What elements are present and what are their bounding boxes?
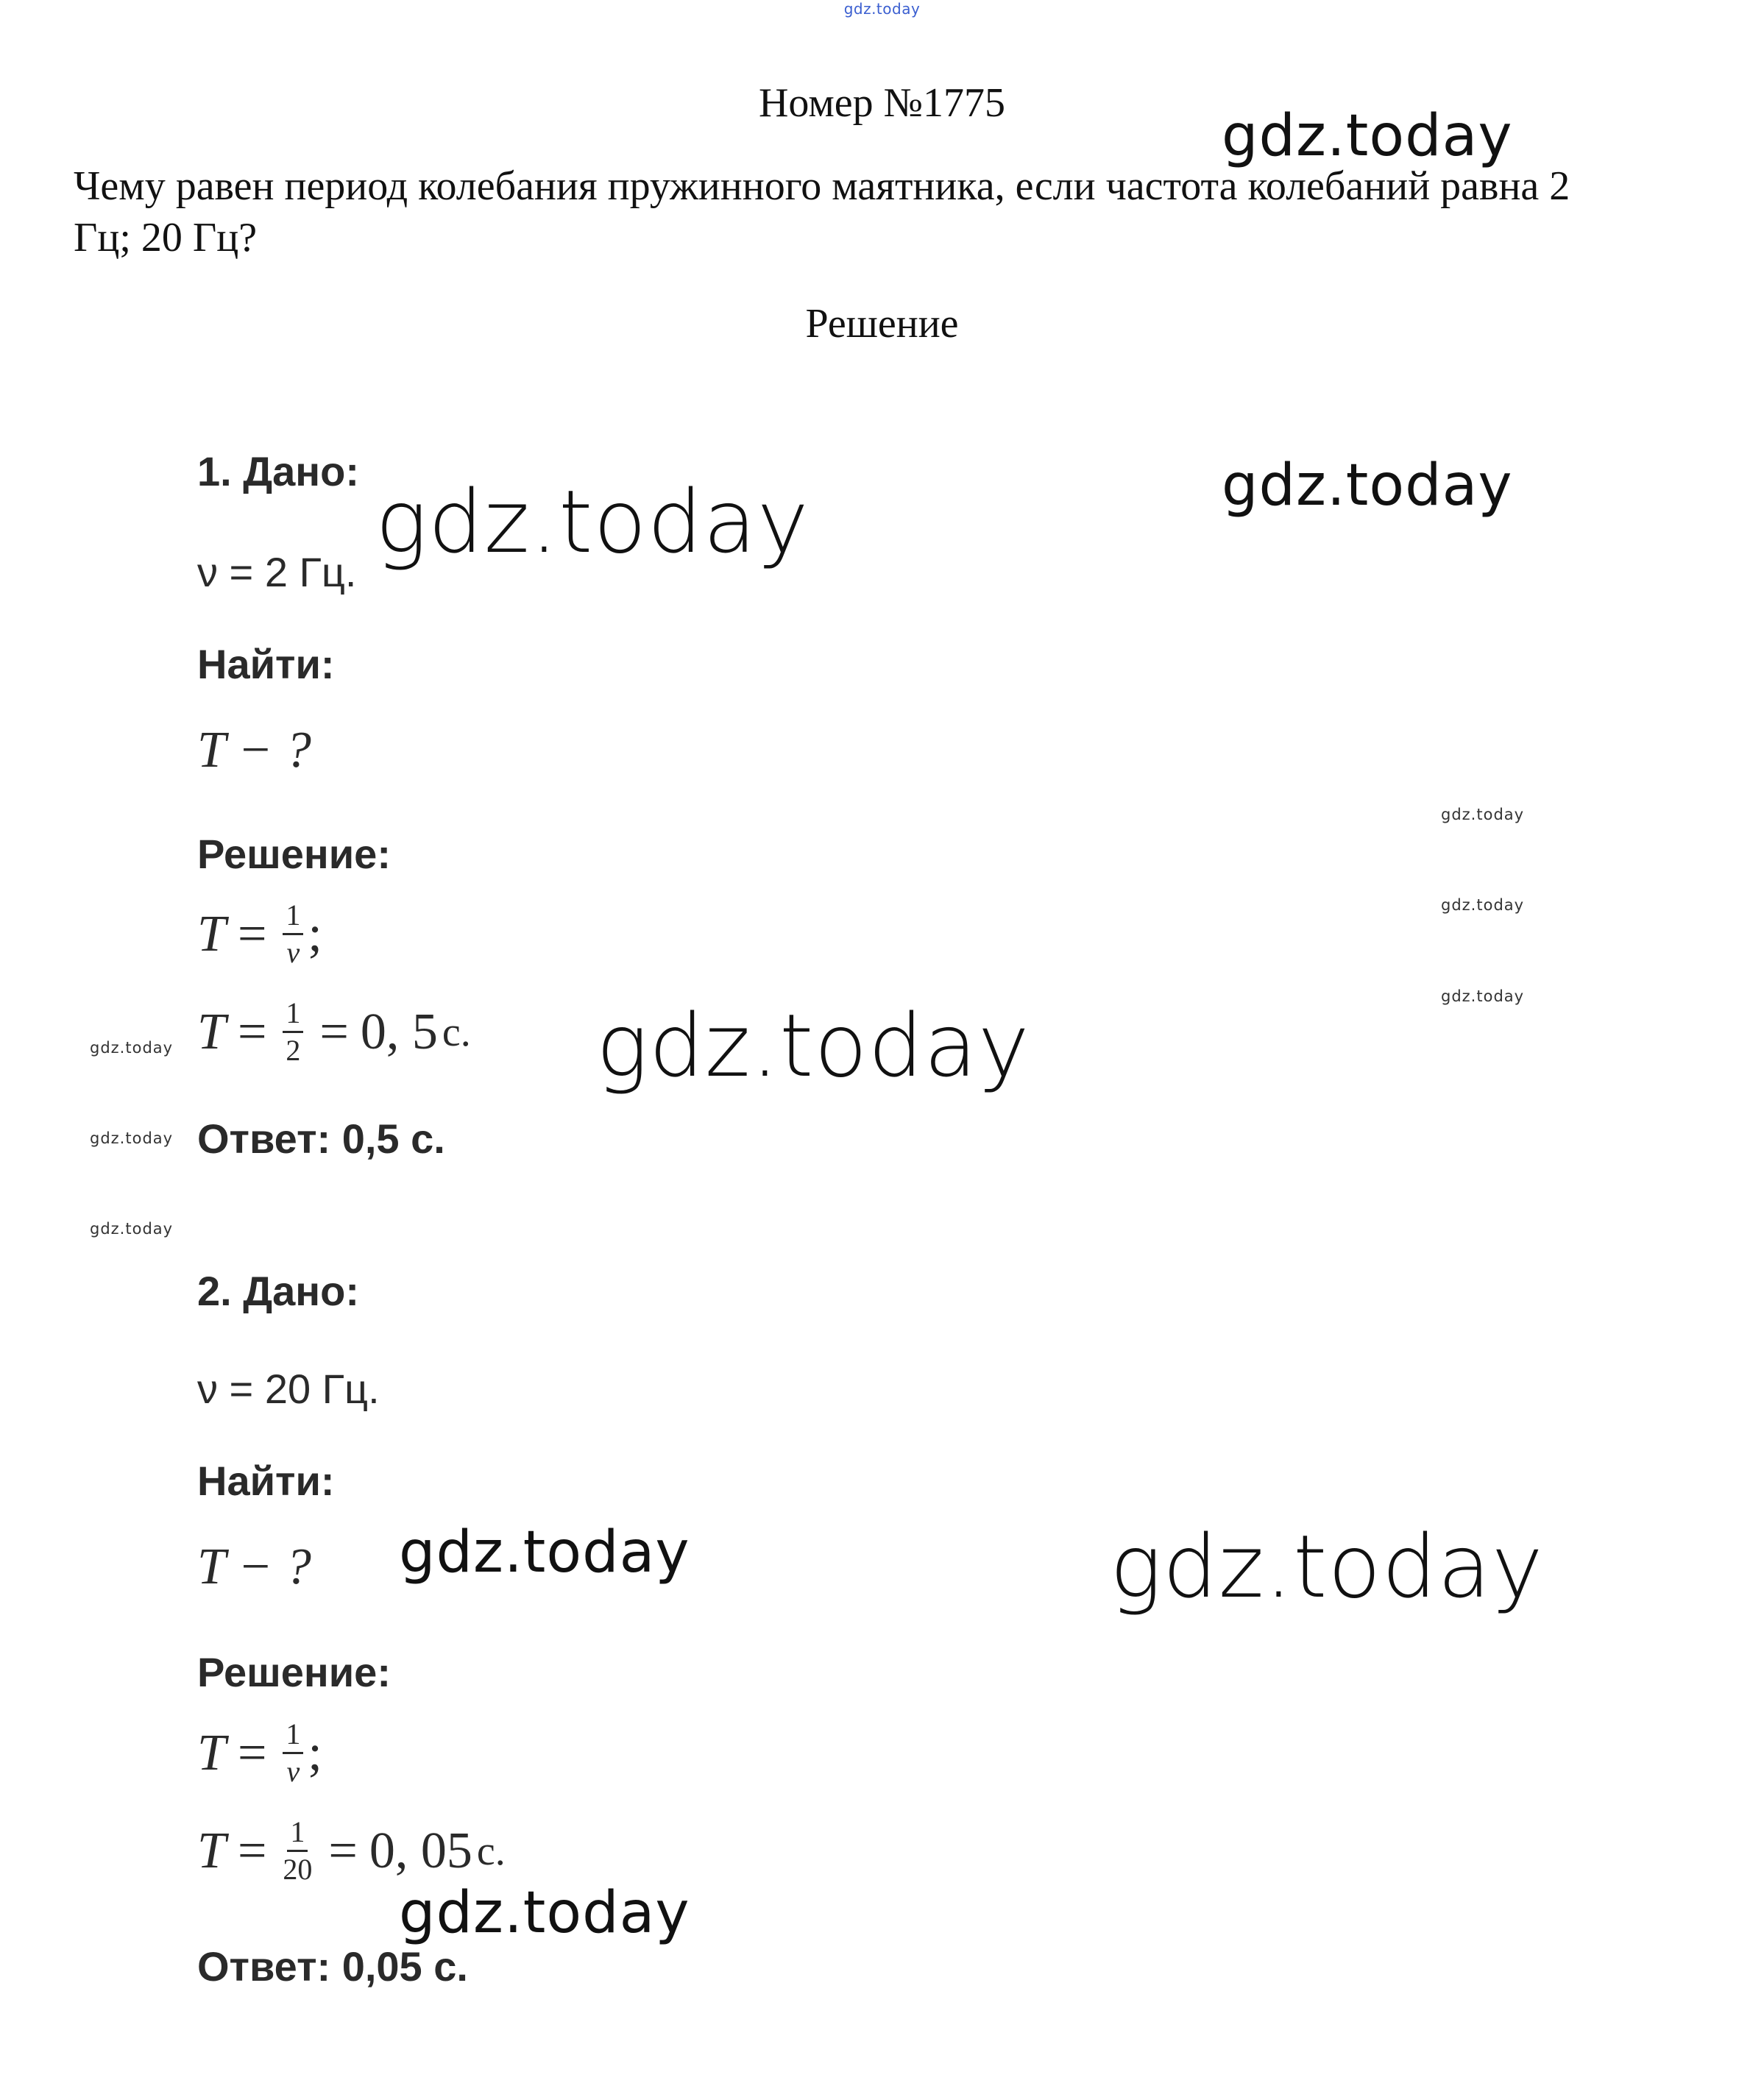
- watermark: gdz.today: [1222, 103, 1513, 169]
- calc-lhs: T: [197, 1003, 226, 1060]
- calc-equals-2: =: [328, 1822, 358, 1879]
- formula-equals: =: [237, 1724, 267, 1781]
- part2-find-label: Найти:: [197, 1458, 335, 1504]
- watermark: gdz.today: [90, 1220, 174, 1238]
- part1-find-value: T − ?: [197, 722, 311, 778]
- page-title: Номер №1775: [758, 80, 1006, 126]
- part1-formula: [197, 899, 322, 969]
- watermark: gdz.today: [596, 995, 1030, 1096]
- watermark: gdz.today: [399, 1880, 690, 1946]
- question-text: Чему равен период колебания пружинного маятника, если частота колебаний равна 2 Гц; 20 Гц?: [74, 163, 1570, 260]
- formula-tail: ;: [308, 1724, 322, 1781]
- part2-find-value: T − ?: [197, 1539, 311, 1595]
- part1-calculation: [197, 997, 471, 1067]
- watermark: gdz.today: [1441, 987, 1525, 1005]
- calc-result: 0, 05: [369, 1822, 472, 1879]
- part2-solution-label: Решение:: [197, 1649, 391, 1695]
- watermark: gdz.today: [1110, 1516, 1544, 1617]
- formula-fraction: [283, 1718, 303, 1788]
- watermark: gdz.today: [90, 1129, 174, 1147]
- calc-equals-2: =: [319, 1003, 349, 1060]
- part1-answer: Ответ: 0,5 с.: [197, 1115, 445, 1162]
- fraction-denominator: 20: [283, 1853, 313, 1886]
- part2-answer: Ответ: 0,05 с.: [197, 1943, 468, 1990]
- part2-formula: [197, 1718, 322, 1788]
- watermark: gdz.today: [1441, 806, 1525, 823]
- calc-equals: =: [237, 1822, 267, 1879]
- watermark: gdz.today: [375, 471, 810, 572]
- site-link[interactable]: gdz.today: [843, 0, 921, 18]
- watermark: gdz.today: [399, 1519, 690, 1586]
- part1-given-label: 1. Дано:: [197, 448, 359, 494]
- fraction-denominator: 2: [286, 1034, 301, 1067]
- part1-solution-label: Решение:: [197, 831, 391, 877]
- formula-lhs: T: [197, 905, 226, 962]
- calc-result: 0, 5: [360, 1003, 438, 1060]
- part2-given-label: 2. Дано:: [197, 1268, 359, 1314]
- calc-fraction: [283, 997, 303, 1067]
- formula-lhs: T: [197, 1724, 226, 1781]
- calc-unit: с.: [476, 1828, 506, 1874]
- part2-given-value: ν = 20 Гц.: [197, 1366, 380, 1412]
- part1-find-label: Найти:: [197, 641, 335, 687]
- fraction-numerator: 1: [283, 997, 303, 1033]
- calc-equals: =: [237, 1003, 267, 1060]
- watermark: gdz.today: [1222, 453, 1513, 519]
- fraction-numerator: 1: [283, 899, 303, 935]
- part2-calculation: [197, 1816, 506, 1886]
- part1-given-value: ν = 2 Гц.: [197, 549, 357, 595]
- formula-equals: =: [237, 905, 267, 962]
- fraction-numerator: 1: [283, 1718, 303, 1754]
- fraction-numerator: 1: [287, 1816, 308, 1852]
- formula-fraction: [283, 899, 303, 969]
- watermark: gdz.today: [90, 1039, 174, 1057]
- formula-tail: ;: [308, 905, 322, 962]
- calc-fraction: [283, 1816, 312, 1886]
- solution-heading: Решение: [805, 301, 959, 347]
- calc-unit: с.: [442, 1009, 471, 1055]
- fraction-denominator: ν: [286, 936, 300, 969]
- fraction-denominator: ν: [286, 1755, 300, 1788]
- watermark: gdz.today: [1441, 896, 1525, 914]
- calc-lhs: T: [197, 1822, 226, 1879]
